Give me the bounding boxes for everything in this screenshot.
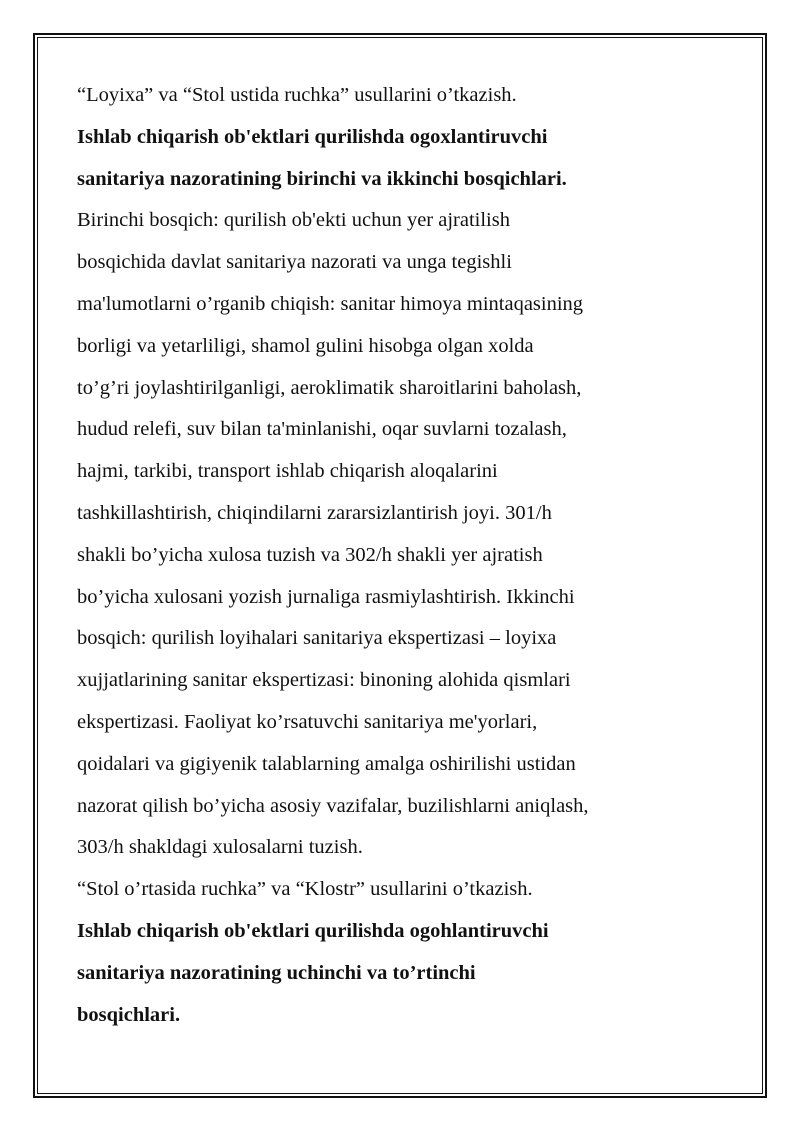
text-line: hudud relefi, suv bilan ta'minlanishi, oqar suvlarni tozalash,: [77, 418, 567, 441]
text-line: borligi va yetarliligi, shamol gulini hisobga olgan xolda: [77, 334, 534, 357]
text-line: “Loyixa” va “Stol ustida ruchka” usullarini o’tkazish.: [77, 84, 517, 106]
text-line: bo’yicha xulosani yozish jurnaliga rasmiylashtirish. Ikkinchi: [77, 585, 575, 608]
text-line: to’g’ri joylashtirilganligi, aeroklimatik sharoitlarini baholash,: [77, 376, 582, 399]
text-line: shakli bo’yicha xulosa tuzish va 302/h shakli yer ajratish: [77, 543, 543, 566]
heading-line: bosqichlari.: [77, 1003, 181, 1026]
heading-line: Ishlab chiqarish ob'ektlari qurilishda ogoxlantiruvchi: [77, 125, 548, 148]
text-line: “Stol o’rtasida ruchka” va “Klostr” usullarini o’tkazish.: [77, 878, 533, 901]
text-line: ma'lumotlarni o’rganib chiqish: sanitar himoya mintaqasining: [77, 292, 584, 315]
text-line: qoidalari va gigiyenik talablarning amalga oshirilishi ustidan: [77, 752, 576, 775]
text-line: tashkillashtirish, chiqindilarni zararsizlantirish joyi. 301/h: [77, 501, 552, 524]
text-line: 303/h shakldagi xulosalarni tuzish.: [77, 836, 363, 859]
text-line: nazorat qilish bo’yicha asosiy vazifalar, buzilishlarni aniqlash,: [77, 794, 589, 817]
heading-line: Ishlab chiqarish ob'ektlari qurilishda ogohlantiruvchi: [77, 919, 549, 942]
text-line: hajmi, tarkibi, transport ishlab chiqarish aloqalarini: [77, 460, 498, 483]
text-line: bosqichida davlat sanitariya nazorati va unga tegishli: [77, 251, 512, 274]
document-body: [77, 75, 717, 1036]
heading-line: sanitariya nazoratining birinchi va ikkinchi bosqichlari.: [77, 167, 567, 190]
text-line: Birinchi bosqich: qurilish ob'ekti uchun yer ajratilish: [77, 209, 510, 232]
text-line: ekspertizasi. Faoliyat ko’rsatuvchi sanitariya me'yorlari,: [77, 710, 538, 733]
heading-line: sanitariya nazoratining uchinchi va to’rtinchi: [77, 961, 476, 984]
text-line: bosqich: qurilish loyihalari sanitariya ekspertizasi – loyixa: [77, 627, 557, 650]
text-line: xujjatlarining sanitar ekspertizasi: binoning alohida qismlari: [77, 669, 571, 692]
